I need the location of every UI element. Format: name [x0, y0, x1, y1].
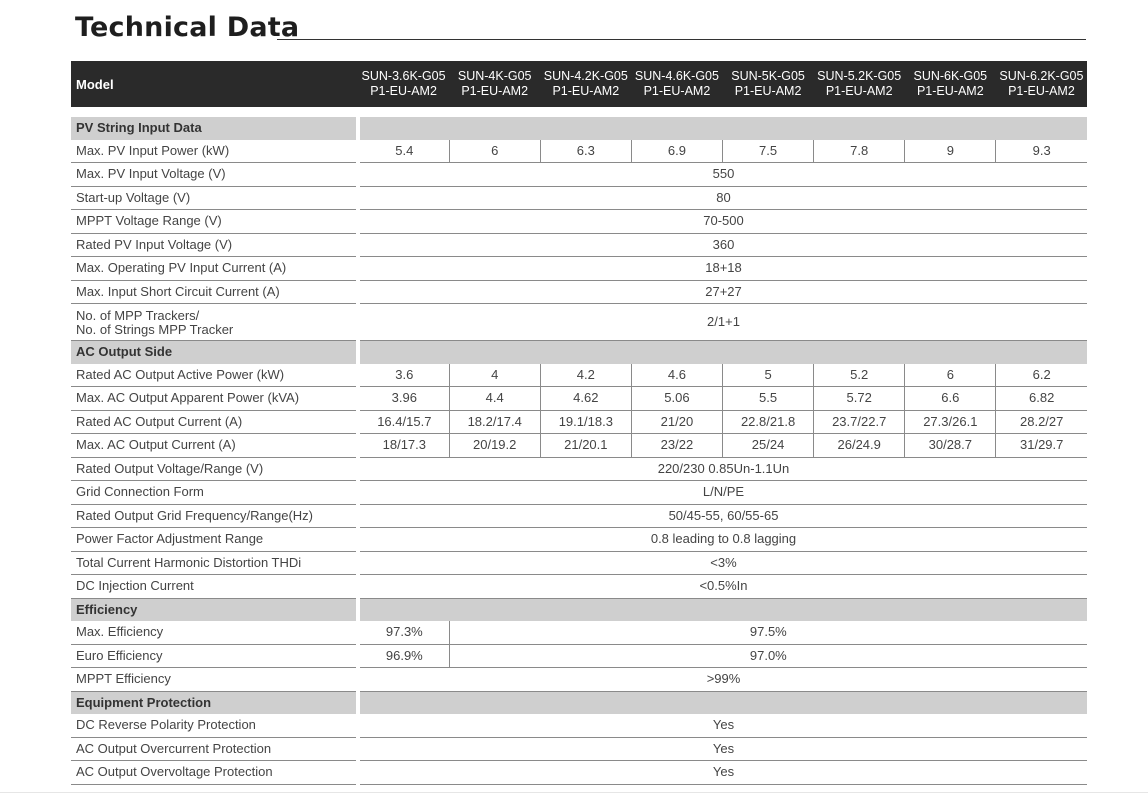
page-bottom-divider: [0, 792, 1148, 793]
table-row: [71, 668, 1087, 692]
value-cell: 9.3: [996, 140, 1087, 163]
value-cell: 6: [449, 140, 540, 163]
section-header-row: [71, 598, 1087, 621]
value-cell: 6.3: [540, 140, 631, 163]
value-cell: 4.2: [540, 364, 631, 387]
section-title: AC Output Side: [71, 341, 358, 364]
merged-value-cell: 220/230 0.85Un-1.1Un: [358, 457, 1087, 481]
table-row: [71, 737, 1087, 761]
row-label: Start-up Voltage (V): [71, 186, 358, 210]
row-label: AC Output Overvoltage Protection: [71, 761, 358, 785]
merged-value-cell: Yes: [358, 761, 1087, 785]
value-cell: 16.4/15.7: [358, 410, 449, 434]
row-label: Max. Input Short Circuit Current (A): [71, 280, 358, 304]
row-label: Max. AC Output Current (A): [71, 434, 358, 458]
table-row: [71, 163, 1087, 187]
row-label: DC Reverse Polarity Protection: [71, 714, 358, 737]
merged-value-cell: >99%: [358, 668, 1087, 692]
table-row: [71, 551, 1087, 575]
section-bar: [358, 691, 1087, 714]
model-column-header: [449, 61, 540, 107]
value-cell: 20/19.2: [449, 434, 540, 458]
technical-data-table: [71, 61, 1087, 785]
model-name-line2: P1-EU-AM2: [370, 84, 437, 98]
value-cell: 30/28.7: [905, 434, 996, 458]
section-bar: [358, 117, 1087, 140]
row-label: Rated Output Voltage/Range (V): [71, 457, 358, 481]
merged-value-cell: 97.5%: [449, 621, 1087, 644]
model-column-header: [996, 61, 1087, 107]
model-name-line1: SUN-4K-G05: [457, 69, 532, 83]
merged-value-cell: Yes: [358, 737, 1087, 761]
table-body: [71, 107, 1087, 784]
row-label: MPPT Voltage Range (V): [71, 210, 358, 234]
section-header-row: [71, 117, 1087, 140]
value-cell: 6: [905, 364, 996, 387]
page-title: Technical Data: [75, 12, 300, 43]
row-label: AC Output Overcurrent Protection: [71, 737, 358, 761]
value-cell: 4.62: [540, 387, 631, 411]
value-cell: 6.2: [996, 364, 1087, 387]
model-name-line1: SUN-6K-G05: [913, 69, 988, 83]
table-row: [71, 621, 1087, 644]
value-cell: 5: [723, 364, 814, 387]
table-row: [71, 714, 1087, 737]
row-label: Rated AC Output Current (A): [71, 410, 358, 434]
model-header: Model: [71, 61, 358, 107]
value-cell: 7.5: [723, 140, 814, 163]
table-row: [71, 410, 1087, 434]
value-cell: 9: [905, 140, 996, 163]
model-name-line1: SUN-6.2K-G05: [999, 69, 1084, 83]
table-row: [71, 257, 1087, 281]
row-label: Max. PV Input Voltage (V): [71, 163, 358, 187]
title-underline: [277, 39, 1086, 40]
model-name-line1: SUN-4.6K-G05: [634, 69, 719, 83]
value-cell: 18.2/17.4: [449, 410, 540, 434]
model-column-header: [540, 61, 631, 107]
table-row: [71, 434, 1087, 458]
merged-value-cell: Yes: [358, 714, 1087, 737]
model-name-line1: SUN-3.6K-G05: [361, 69, 446, 83]
row-label-line2: No. of Strings MPP Tracker: [76, 322, 234, 337]
table-row: [71, 364, 1087, 387]
value-cell: 5.2: [814, 364, 905, 387]
value-cell: 96.9%: [358, 644, 449, 668]
row-label: Max. Operating PV Input Current (A): [71, 257, 358, 281]
table-row: [71, 481, 1087, 505]
value-cell: 21/20.1: [540, 434, 631, 458]
merged-value-cell: 2/1+1: [358, 304, 1087, 341]
table-row: [71, 575, 1087, 599]
table-row: [71, 186, 1087, 210]
table-row: [71, 140, 1087, 163]
model-name-line2: P1-EU-AM2: [1008, 84, 1075, 98]
value-cell: 5.06: [631, 387, 722, 411]
model-column-header: [631, 61, 722, 107]
value-cell: 4.6: [631, 364, 722, 387]
row-label: Max. PV Input Power (kW): [71, 140, 358, 163]
value-cell: 19.1/18.3: [540, 410, 631, 434]
row-label: Rated Output Grid Frequency/Range(Hz): [71, 504, 358, 528]
header-row: [71, 61, 1087, 107]
model-name-line2: P1-EU-AM2: [643, 84, 711, 98]
value-cell: 21/20: [631, 410, 722, 434]
value-cell: 4: [449, 364, 540, 387]
value-cell: 97.3%: [358, 621, 449, 644]
table-row: [71, 210, 1087, 234]
merged-value-cell: 80: [358, 186, 1087, 210]
value-cell: 3.96: [358, 387, 449, 411]
row-label: Power Factor Adjustment Range: [71, 528, 358, 552]
merged-value-cell: 0.8 leading to 0.8 lagging: [358, 528, 1087, 552]
value-cell: 4.4: [449, 387, 540, 411]
merged-value-cell: L/N/PE: [358, 481, 1087, 505]
table-row: [71, 304, 1087, 341]
merged-value-cell: 360: [358, 233, 1087, 257]
merged-value-cell: 97.0%: [449, 644, 1087, 668]
merged-value-cell: 50/45-55, 60/55-65: [358, 504, 1087, 528]
merged-value-cell: 550: [358, 163, 1087, 187]
value-cell: 23/22: [631, 434, 722, 458]
row-label: MPPT Efficiency: [71, 668, 358, 692]
table-row: [71, 761, 1087, 785]
model-name-line2: P1-EU-AM2: [916, 84, 984, 98]
section-header-row: [71, 691, 1087, 714]
merged-value-cell: 70-500: [358, 210, 1087, 234]
merged-value-cell: 27+27: [358, 280, 1087, 304]
value-cell: 3.6: [358, 364, 449, 387]
value-cell: 7.8: [814, 140, 905, 163]
value-cell: 5.4: [358, 140, 449, 163]
model-column-header: [358, 61, 449, 107]
model-column-header: [814, 61, 905, 107]
value-cell: 23.7/22.7: [814, 410, 905, 434]
model-name-line2: P1-EU-AM2: [552, 84, 620, 98]
value-cell: 22.8/21.8: [723, 410, 814, 434]
model-name-line2: P1-EU-AM2: [734, 84, 802, 98]
table-row: [71, 504, 1087, 528]
value-cell: 5.72: [814, 387, 905, 411]
section-title: Efficiency: [71, 598, 358, 621]
section-header-row: [71, 341, 1087, 364]
row-label: Rated PV Input Voltage (V): [71, 233, 358, 257]
table-row: [71, 528, 1087, 552]
model-name-line2: P1-EU-AM2: [461, 84, 529, 98]
value-cell: 27.3/26.1: [905, 410, 996, 434]
table-row: [71, 457, 1087, 481]
model-column-header: [905, 61, 996, 107]
value-cell: 5.5: [723, 387, 814, 411]
table-row: [71, 233, 1087, 257]
row-label: Max. Efficiency: [71, 621, 358, 644]
value-cell: 26/24.9: [814, 434, 905, 458]
row-label-line1: No. of MPP Trackers/: [76, 308, 200, 323]
section-title: PV String Input Data: [71, 117, 358, 140]
model-column-header: [723, 61, 814, 107]
table-row: [71, 280, 1087, 304]
row-label: DC Injection Current: [71, 575, 358, 599]
merged-value-cell: <0.5%In: [358, 575, 1087, 599]
value-cell: 6.82: [996, 387, 1087, 411]
model-name-line2: P1-EU-AM2: [825, 84, 893, 98]
row-label: Euro Efficiency: [71, 644, 358, 668]
value-cell: 25/24: [723, 434, 814, 458]
value-cell: 28.2/27: [996, 410, 1087, 434]
row-label: Rated AC Output Active Power (kW): [71, 364, 358, 387]
header-spacer: [71, 107, 1087, 117]
row-label: Grid Connection Form: [71, 481, 358, 505]
merged-value-cell: <3%: [358, 551, 1087, 575]
row-label: [71, 304, 358, 341]
model-name-line1: SUN-5K-G05: [731, 69, 805, 83]
section-bar: [358, 341, 1087, 364]
table-row: [71, 644, 1087, 668]
section-title: Equipment Protection: [71, 691, 358, 714]
row-label: Total Current Harmonic Distortion THDi: [71, 551, 358, 575]
value-cell: 6.9: [631, 140, 722, 163]
value-cell: 31/29.7: [996, 434, 1087, 458]
value-cell: 6.6: [905, 387, 996, 411]
value-cell: 18/17.3: [358, 434, 449, 458]
table-row: [71, 387, 1087, 411]
section-bar: [358, 598, 1087, 621]
model-name-line1: SUN-5.2K-G05: [817, 69, 902, 83]
merged-value-cell: 18+18: [358, 257, 1087, 281]
model-name-line1: SUN-4.2K-G05: [543, 69, 628, 83]
row-label: Max. AC Output Apparent Power (kVA): [71, 387, 358, 411]
